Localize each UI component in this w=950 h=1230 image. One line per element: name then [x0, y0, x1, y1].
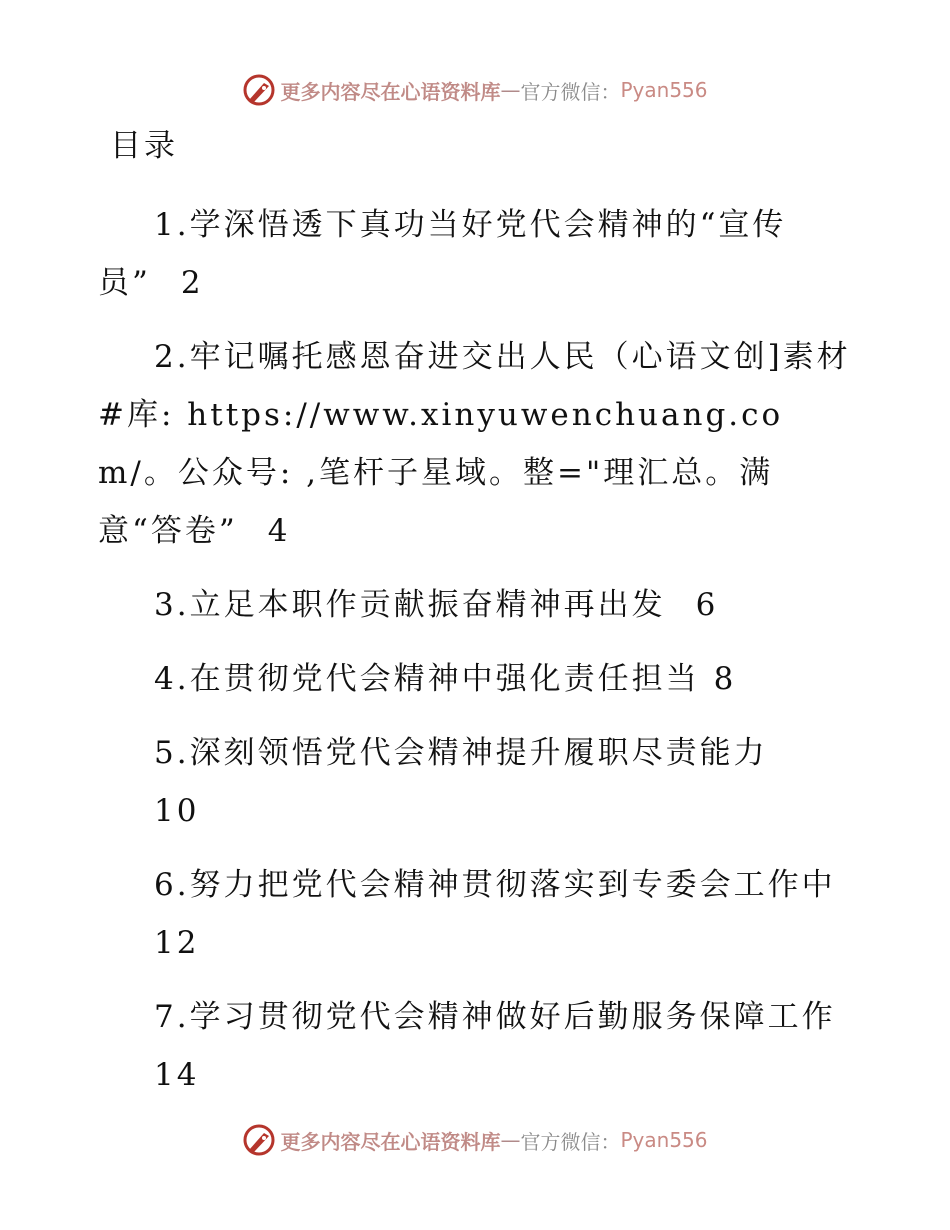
toc-entry-text: 7.学习贯彻党代会精神做好后勤服务保障工作 — [154, 999, 836, 1035]
toc-entry — [98, 988, 858, 1104]
watermark-separator: — — [500, 78, 521, 102]
toc-entry — [98, 856, 858, 972]
toc-entry-text: 5.深刻领悟党代会精神提升履职尽责能力 — [154, 735, 768, 771]
toc-entry — [98, 196, 858, 312]
toc-entry — [98, 328, 858, 560]
toc-entry-page: 2 — [180, 265, 204, 301]
toc-entry-page: 12 — [154, 925, 200, 961]
pen-nib-logo-icon — [242, 73, 276, 107]
toc-entry-text: 4.在贯彻党代会精神中强化责任担当 — [154, 661, 700, 697]
watermark-official-label: 官方微信： — [520, 1129, 621, 1154]
toc-entry-text: 6.努力把党代会精神贯彻落实到专委会工作中 — [154, 867, 836, 903]
watermark-wechat-id: Pyan556 — [620, 1128, 708, 1152]
footer-watermark — [0, 1120, 950, 1160]
toc-entry-page: 10 — [154, 793, 200, 829]
toc-entry — [98, 724, 858, 840]
toc-entry-page: 6 — [695, 587, 719, 623]
watermark-text: 更多内容尽在心语资料库 — [280, 1129, 501, 1154]
toc-entry-text: 2.牢记嘱托感恩奋进交出人民（心语文创]素材#库: https://www.xinyuwenchuang.com/。公众号: ,笔杆子星域。整="理汇总。满意“答卷” — [98, 339, 851, 549]
toc-title: 目录 — [110, 128, 178, 164]
toc-entry — [98, 650, 858, 708]
watermark-separator: — — [500, 1128, 521, 1152]
toc-entry-text: 3.立足本职作贡献振奋精神再出发 — [154, 587, 666, 623]
watermark-official-label: 官方微信： — [520, 79, 621, 104]
toc-entry-page: 4 — [267, 513, 291, 549]
header-watermark — [0, 70, 950, 110]
toc-list — [98, 196, 858, 1120]
pen-nib-logo-icon — [242, 1123, 276, 1157]
toc-entry-text: 1.学深悟透下真功当好党代会精神的“宣传员” — [98, 207, 787, 301]
toc-entry — [98, 576, 858, 634]
watermark-text: 更多内容尽在心语资料库 — [280, 79, 501, 104]
watermark-wechat-id: Pyan556 — [620, 78, 708, 102]
toc-entry-page: 14 — [154, 1057, 200, 1093]
toc-entry-page: 8 — [713, 661, 737, 697]
